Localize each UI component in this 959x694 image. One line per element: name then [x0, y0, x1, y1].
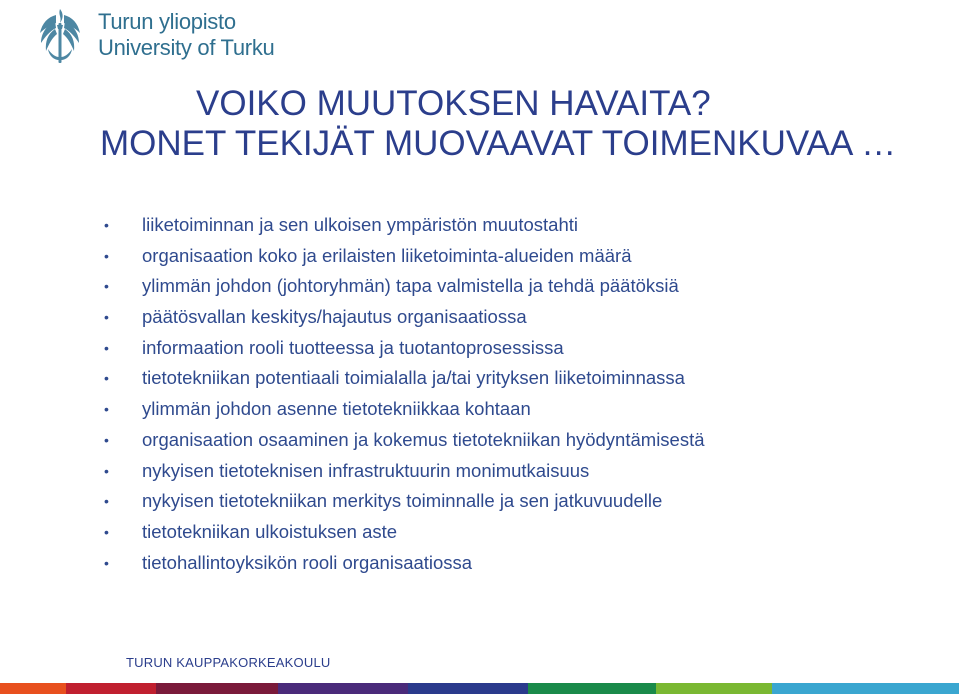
stripe-segment — [772, 683, 959, 694]
bullet-text: tietotekniikan ulkoistuksen aste — [142, 520, 398, 542]
stripe-segment — [0, 683, 66, 694]
bullet-marker: • — [104, 401, 109, 418]
bullet-marker: • — [104, 339, 109, 356]
bullet-item — [104, 394, 934, 425]
bullet-marker: • — [104, 247, 109, 264]
bullet-text: organisaation koko ja erilaisten liiketoiminta-alueiden määrä — [142, 244, 632, 266]
bullet-item — [104, 271, 934, 302]
bullet-marker: • — [104, 431, 109, 448]
stripe-segment — [278, 683, 408, 694]
university-logo — [28, 4, 274, 66]
bullet-text: nykyisen tietoteknisen infrastruktuurin monimutkaisuus — [142, 459, 590, 481]
bullet-item — [104, 210, 934, 241]
bullet-marker: • — [104, 309, 109, 326]
stripe-segment — [66, 683, 156, 694]
bullet-list — [104, 210, 934, 578]
bullet-marker: • — [104, 462, 109, 479]
bullet-text: organisaation osaaminen ja kokemus tietotekniikan hyödyntämisestä — [142, 428, 705, 450]
bullet-text: päätösvallan keskitys/hajautus organisaatiossa — [142, 306, 527, 328]
slide-title — [100, 84, 940, 164]
bullet-item — [104, 517, 934, 548]
bullet-item — [104, 456, 934, 487]
stripe-segment — [528, 683, 656, 694]
bullet-item — [104, 241, 934, 272]
bullet-text: ylimmän johdon (johtoryhmän) tapa valmistella ja tehdä päätöksiä — [142, 275, 679, 297]
bullet-marker: • — [104, 493, 109, 510]
stripe-segment — [156, 683, 278, 694]
bullet-marker: • — [104, 554, 109, 571]
bullet-item — [104, 548, 934, 579]
university-name — [98, 9, 274, 61]
bullet-marker: • — [104, 523, 109, 540]
bullet-marker: • — [104, 278, 109, 295]
slide-title-line-2: MONET TEKIJÄT MUOVAAVAT TOIMENKUVAA … — [100, 124, 897, 163]
bullet-item — [104, 302, 934, 333]
bullet-item — [104, 486, 934, 517]
stripe-segment — [408, 683, 528, 694]
bullet-text: liiketoiminnan ja sen ulkoisen ympäristön muutostahti — [142, 214, 578, 235]
bullet-item — [104, 363, 934, 394]
university-name-english: University of Turku — [98, 35, 275, 60]
bullet-text: tietohallintoyksikön rooli organisaatiossa — [142, 551, 473, 573]
footer-label: TURUN KAUPPAKORKEAKOULU — [126, 655, 331, 670]
color-stripe — [0, 683, 959, 694]
torch-laurel-emblem-icon — [28, 3, 92, 67]
bullet-item — [104, 425, 934, 456]
university-name-finnish: Turun yliopisto — [98, 9, 236, 34]
bullet-marker: • — [104, 217, 109, 233]
slide-title-line-1: VOIKO MUUTOKSEN HAVAITA? — [196, 84, 711, 123]
bullet-text: tietotekniikan potentiaali toimialalla ja/tai yrityksen liiketoiminnassa — [142, 367, 685, 389]
bullet-marker: • — [104, 370, 109, 387]
bullet-text: ylimmän johdon asenne tietotekniikkaa kohtaan — [142, 398, 531, 420]
bullet-text: informaation rooli tuotteessa ja tuotantoprosessissa — [142, 336, 564, 358]
bullet-item — [104, 333, 934, 364]
bullet-text: nykyisen tietotekniikan merkitys toiminnalle ja sen jatkuvuudelle — [142, 490, 663, 512]
stripe-segment — [656, 683, 772, 694]
